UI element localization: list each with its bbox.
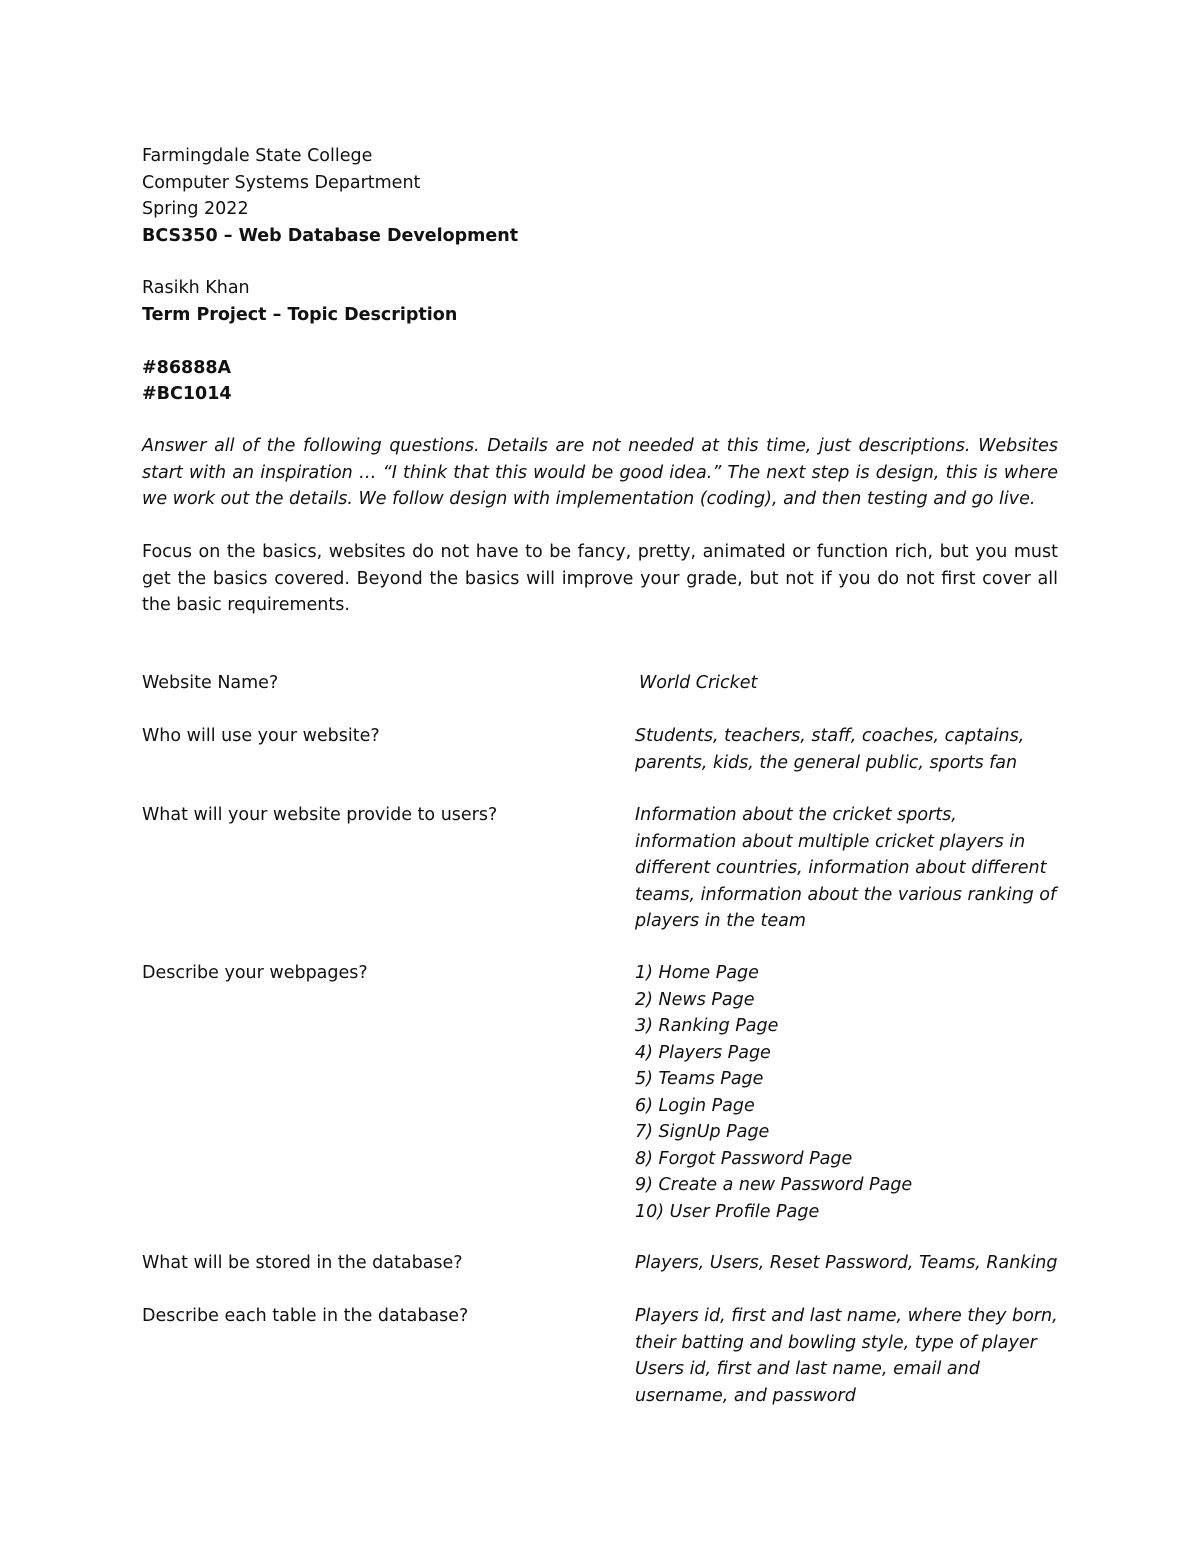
answer-line: Users id, first and last name, email and	[635, 1359, 980, 1379]
answer-line: username, and password	[635, 1385, 856, 1406]
question-webpages: Describe your webpages?	[142, 963, 368, 983]
answer-tables	[635, 1303, 1065, 1409]
color-code-1: #86888A	[142, 358, 232, 378]
question-website-name: Website Name?	[142, 673, 279, 693]
department-name: Computer Systems Department	[142, 173, 421, 193]
answer-line: Students, teachers, staff, coaches, captains,	[635, 726, 1025, 746]
answer-users	[635, 723, 1065, 776]
webpage-list-item: 8) Forgot Password Page	[635, 1148, 853, 1169]
answer-line: Players id, first and last name, where they born,	[635, 1306, 1058, 1326]
course-title: BCS350 – Web Database Development	[142, 226, 519, 246]
question-tables: Describe each table in the database?	[142, 1306, 469, 1326]
webpage-list-item: 4) Players Page	[635, 1042, 771, 1063]
answer-line: their batting and bowling style, type of player	[635, 1332, 1037, 1353]
term-label: Spring 2022	[142, 199, 249, 219]
webpage-list-item: 7) SignUp Page	[635, 1122, 770, 1142]
answer-line: players in the team	[635, 911, 806, 931]
webpage-list-item: 10) User Profile Page	[635, 1201, 820, 1222]
webpage-list-item: 9) Create a new Password Page	[635, 1175, 913, 1195]
webpage-list-item: 2) News Page	[635, 989, 755, 1010]
author-name: Rasikh Khan	[142, 278, 250, 298]
answer-line: Information about the cricket sports,	[635, 805, 957, 825]
answer-line: information about multiple cricket players in	[635, 831, 1026, 852]
answer-website-name	[639, 670, 1069, 697]
webpage-list-item: 6) Login Page	[635, 1095, 755, 1116]
institution-name: Farmingdale State College	[142, 146, 373, 166]
webpage-list-item: 5) Teams Page	[635, 1069, 764, 1089]
question-stored: What will be stored in the database?	[142, 1253, 463, 1273]
answer-line: teams, information about the various ranking of	[635, 884, 1057, 905]
answer-stored	[635, 1250, 1065, 1277]
answer-webpages	[635, 960, 1065, 1225]
question-users: Who will use your website?	[142, 726, 380, 746]
webpage-list-item: 3) Ranking Page	[635, 1016, 779, 1036]
instructions-paragraph-1: Answer all of the following questions. Details are not needed at this time, just descriptions. Websites start with an inspiration … “I think that this would be good idea.” The next step is design, this is where we work out the details. We follow design with implementation (coding), and then testing and go live.	[142, 436, 1058, 509]
answer-line: Players, Users, Reset Password, Teams, Ranking	[635, 1253, 1058, 1273]
answer-line: World Cricket	[639, 673, 758, 693]
instructions-paragraph-2: Focus on the basics, websites do not have to be fancy, pretty, animated or function rich, but you must get the basics covered. Beyond the basics will improve your grade, but not if you do not first cover all the basic requirements.	[142, 542, 1058, 615]
answer-provide	[635, 802, 1065, 935]
assignment-title: Term Project – Topic Description	[142, 305, 458, 325]
question-provide: What will your website provide to users?	[142, 805, 498, 825]
webpage-list-item: 1) Home Page	[635, 963, 759, 983]
answer-line: different countries, information about different	[635, 858, 1047, 878]
answer-line: parents, kids, the general public, sports fan	[635, 752, 1018, 773]
color-code-2: #BC1014	[142, 384, 232, 404]
